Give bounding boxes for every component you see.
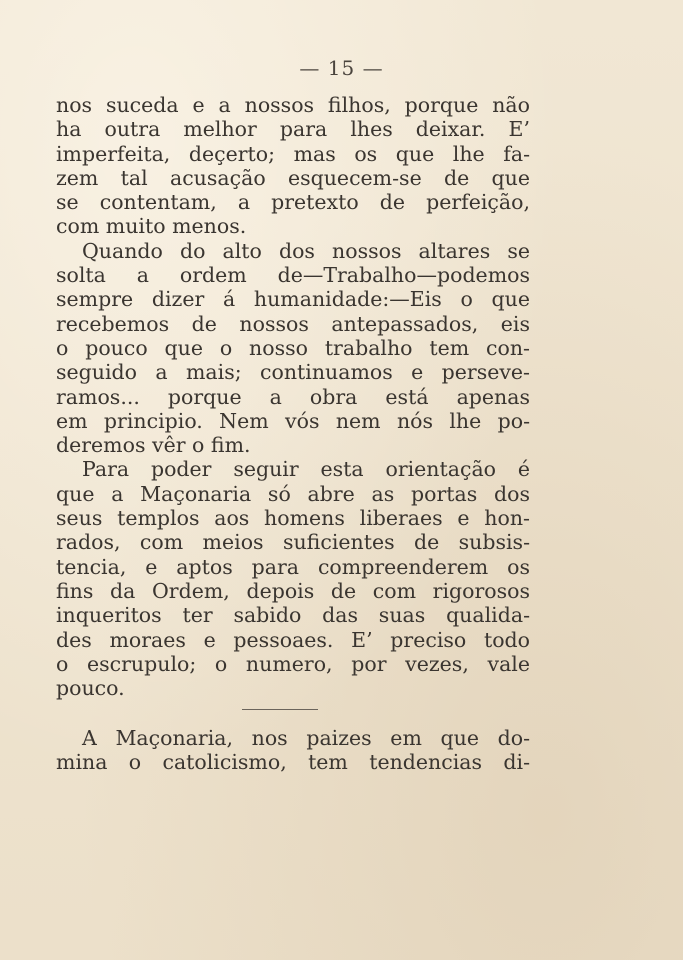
text-line: inqueritos ter sabido das suas qualida- bbox=[56, 603, 530, 628]
text-line: o escrupulo; o numero, por vezes, vale bbox=[56, 651, 530, 676]
text-line: A Maçonaria, nos paizes em que do- bbox=[82, 726, 530, 750]
text-line: com muito menos. bbox=[56, 214, 247, 239]
text-line: que a Maçonaria só abre as portas dos bbox=[56, 481, 530, 506]
text-line: rados, com meios suficientes de subsis- bbox=[56, 530, 530, 555]
text-line: sempre dizer á humanidade:—Eis o que bbox=[56, 287, 530, 312]
text-line: ha outra melhor para lhes deixar. E’ bbox=[56, 117, 530, 142]
text-line: solta a ordem de—Trabalho—podemos bbox=[56, 263, 530, 288]
text-line: seguido a mais; continuamos e perseve- bbox=[56, 360, 530, 385]
text-line: fins da Ordem, depois de com rigorosos bbox=[56, 578, 530, 603]
text-line: o pouco que o nosso trabalho tem con- bbox=[56, 335, 530, 360]
text-line: recebemos de nossos antepassados, eis bbox=[56, 311, 530, 336]
text-line: ramos... porque a obra está apenas bbox=[56, 384, 530, 409]
text-line: mina o catolicismo, tem tendencias di- bbox=[56, 750, 530, 775]
text-line: nos suceda e a nossos filhos, porque não bbox=[56, 93, 530, 117]
paragraph-block-main bbox=[56, 93, 530, 700]
text-line: em principio. Nem vós nem nós lhe po- bbox=[56, 408, 530, 433]
text-line: Para poder seguir esta orientação é bbox=[82, 457, 530, 482]
text-line: tencia, e aptos para compreenderem os bbox=[56, 554, 530, 579]
text-line: imperfeita, deçerto; mas os que lhe fa- bbox=[56, 141, 530, 166]
section-divider bbox=[242, 709, 318, 710]
text-line: des moraes e pessoaes. E’ preciso todo bbox=[56, 627, 530, 652]
text-line: zem tal acusação esquecem-se de que bbox=[56, 165, 530, 190]
text-line: deremos vêr o fim. bbox=[56, 433, 251, 458]
paragraph-block-continued bbox=[56, 726, 530, 775]
text-line: seus templos aos homens liberaes e hon- bbox=[56, 506, 530, 531]
text-line: pouco. bbox=[56, 676, 125, 701]
text-line: se contentam, a pretexto de perfeição, bbox=[56, 190, 530, 215]
page-number: — 15 — bbox=[299, 56, 384, 80]
text-line: Quando do alto dos nossos altares se bbox=[82, 238, 530, 263]
